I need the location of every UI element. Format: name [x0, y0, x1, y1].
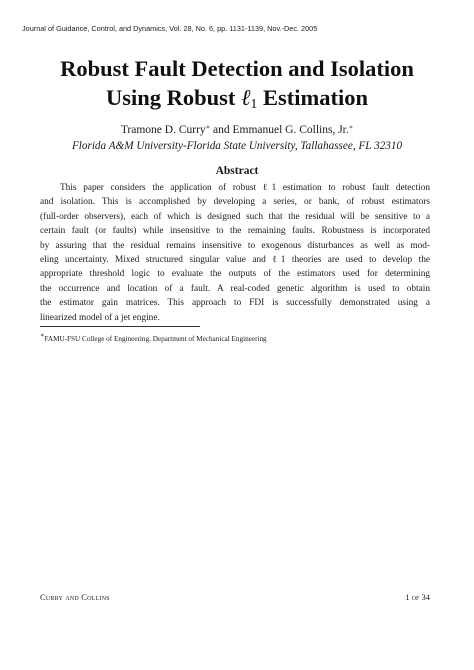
title-line-2-suffix: Estimation — [263, 85, 369, 110]
abstract-line: (full-order observers), each of which is designed such that the residual will be sensitive to a — [40, 211, 430, 222]
affiliation: Florida A&M University-Florida State University, Tallahassee, FL 32310 — [71, 140, 403, 152]
abstract-heading: Abstract — [215, 165, 259, 177]
author-conjunction: and — [212, 124, 230, 136]
abstract-line: linearized model of a jet engine. — [40, 312, 160, 323]
footnote — [40, 331, 267, 343]
abstract-line: and isolation. This is accomplished by developing a series, or bank, of robust estimators — [40, 197, 430, 208]
ell-subscript: 1 — [250, 97, 258, 112]
journal-citation-header: Journal of Guidance, Control, and Dynamics, Vol. 28, No. 6, pp. 1131-1139, Nov.-Dec. 2005 — [22, 24, 318, 33]
page-number: 1 of 34 — [405, 592, 430, 602]
title-line-2 — [0, 83, 474, 119]
abstract-line: certain fault (or faults) while insensitive to the remaining faults. Robustness is incorporated — [40, 226, 430, 237]
running-head: Curry and Collins — [40, 592, 110, 602]
author-curry-footnote-mark: ∗ — [205, 124, 211, 131]
paper-title — [0, 54, 474, 119]
abstract-line: This paper considers the application of robust ℓ1 estimation to robust fault detection — [60, 183, 430, 193]
author-curry: Tramone D. Curry — [120, 124, 206, 136]
abstract-line: by assuring that the residual remains insensitive to exogenous disturbances as well as mod- — [40, 240, 430, 251]
abstract-line: eling uncertainty. Mixed structured singular value and ℓ1 theories are used to develop the — [40, 255, 430, 266]
ell-symbol: ℓ — [241, 85, 251, 110]
abstract-body — [40, 181, 430, 325]
abstract-line: appropriate threshold logic to evaluate the outputs of the estimators used for determining — [40, 269, 430, 280]
title-line-2-prefix: Using Robust — [105, 85, 236, 110]
abstract-line: the occurrence and location of a fault. A real-coded genetic algorithm is used to obtain — [40, 283, 430, 294]
footnote-text: FAMU-FSU College of Engineering, Department of Mechanical Engineering — [44, 335, 267, 343]
abstract-line: the estimator gain matrices. This approach to FDI is successfully demonstrated using a — [40, 298, 430, 309]
author-collins-footnote-mark: ∗ — [348, 124, 354, 131]
author-collins: Emmanuel G. Collins, Jr. — [232, 124, 349, 136]
footnote-mark: ∗ — [40, 332, 45, 339]
author-list — [0, 123, 474, 136]
title-line-1: Robust Fault Detection and Isolation — [60, 56, 414, 81]
footnote-divider — [40, 326, 200, 327]
